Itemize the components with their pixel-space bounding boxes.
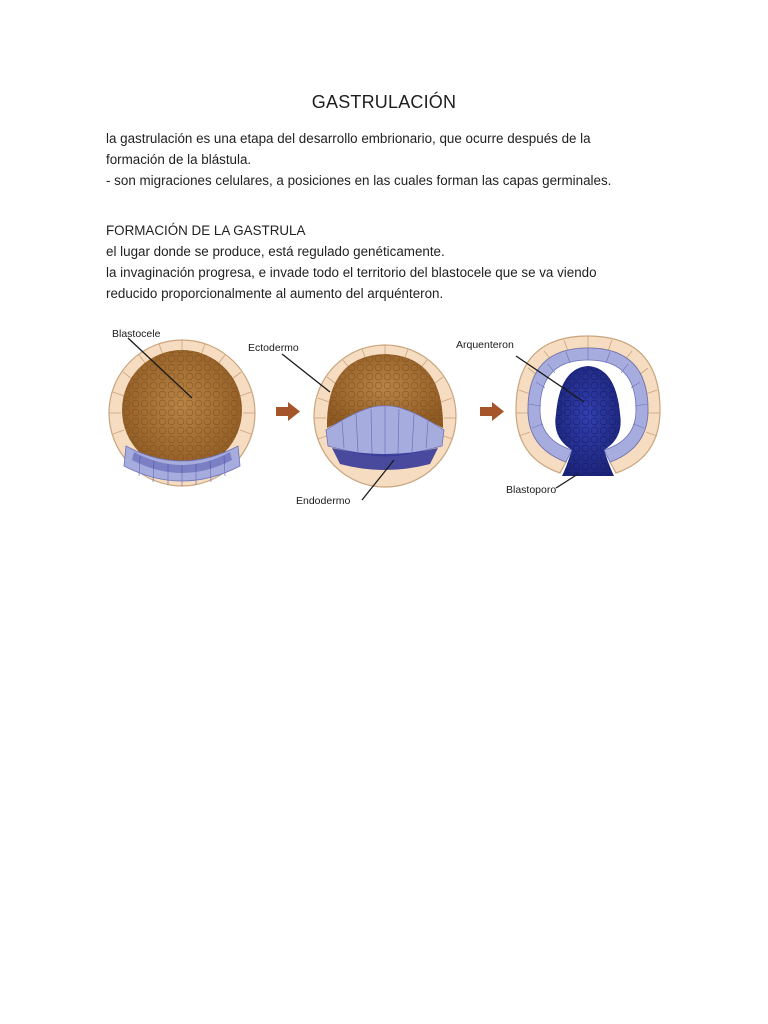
section-line: la invaginación progresa, e invade todo el territorio del blastocele que se va viendo: [106, 265, 597, 280]
stage-arrow: [480, 402, 504, 421]
ectodermo-pointer: [282, 354, 330, 392]
stage-arrow: [276, 402, 300, 421]
section-heading: FORMACIÓN DE LA GASTRULA: [106, 223, 306, 238]
section-line: el lugar donde se produce, está regulado genéticamente.: [106, 244, 445, 259]
blastula-stage: [109, 328, 255, 486]
gastrulation-svg: [104, 318, 664, 513]
intro-line: la gastrulación es una etapa del desarrollo embrionario, que ocurre después de la: [106, 131, 591, 146]
blastoporo-label: Blastoporo: [506, 484, 557, 496]
arquenteron-label: Arquenteron: [456, 339, 514, 351]
page-title: GASTRULACIÓN: [311, 92, 457, 112]
intro-line: - son migraciones celulares, a posiciones en las cuales forman las capas germinales.: [106, 173, 612, 188]
gastrulation-diagram: [104, 318, 664, 513]
gastrula-section: [106, 220, 666, 304]
section-line: reducido proporcionalmente al aumento del arquénteron.: [106, 286, 444, 301]
intro-line: formación de la blástula.: [106, 152, 252, 167]
blastocele-label: Blastocele: [112, 328, 161, 340]
blastoporo-pointer: [556, 474, 578, 488]
early-gastrula-stage: [248, 342, 456, 507]
ectodermo-label: Ectodermo: [248, 342, 299, 354]
endodermo-label: Endodermo: [296, 495, 351, 507]
intro-paragraph: [106, 128, 666, 191]
